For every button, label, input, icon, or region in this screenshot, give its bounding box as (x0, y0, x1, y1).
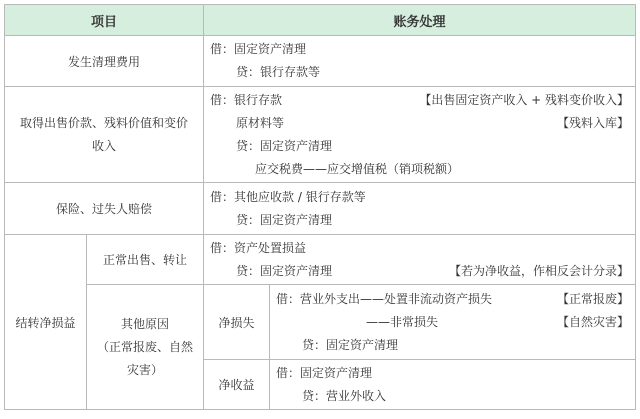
entry-line: 贷：固定资产清理 (236, 138, 333, 153)
label-line: 灾害） (127, 362, 164, 377)
entry-line: 借：其他应收款 / 银行存款等 (210, 189, 366, 204)
label-line: （正常报废、自然 (97, 339, 194, 354)
entry-line: 贷：固定资产清理 (236, 212, 333, 227)
row-sale-income-entries (204, 87, 636, 183)
label-line: 取得出售价款、残料价值和变价 (20, 115, 189, 130)
entry-line: 借：资产处置损益 (210, 240, 307, 255)
note: 【正常报废】 (557, 291, 630, 306)
note: 【若为净收益，作相反会计分录】 (449, 263, 630, 278)
row-net-loss (5, 285, 636, 360)
entry-line: 原材料等 (236, 115, 285, 130)
row-net-label: 结转净损益 (5, 235, 87, 410)
entry-line-with-note (210, 112, 629, 135)
entry-line: 借：营业外支出——处置非流动资产损失 (276, 291, 493, 306)
header-treatment: 账务处理 (204, 5, 636, 36)
note: 【自然灾害】 (557, 314, 630, 329)
header-item: 项目 (5, 5, 204, 36)
net-gain-entries (270, 360, 636, 410)
net-gain-label: 净收益 (204, 360, 270, 410)
note: 【出售固定资产收入 + 残料变价收入】 (419, 92, 630, 107)
entry-line: 贷：固定资产清理 (302, 337, 399, 352)
entry-line: 借：固定资产清理 (276, 365, 373, 380)
entry-line: 贷：银行存款等 (236, 65, 321, 79)
note: 【残料入库】 (557, 115, 630, 130)
row-cleanup-fee-label: 发生清理费用 (5, 36, 204, 87)
accounting-table-wrapper (4, 4, 635, 414)
entry-line: 应交税费——应交增值税（销项税额） (255, 161, 460, 176)
row-insurance-label: 保险、过失人赔偿 (5, 183, 204, 235)
entry-line: 贷：固定资产清理 (236, 263, 333, 278)
label-line: 收入 (92, 138, 117, 153)
entry-line: 借：固定资产清理 (210, 42, 307, 56)
row-sale-income (5, 87, 636, 183)
header-row (5, 5, 636, 36)
row-cleanup-fee-entries (204, 36, 636, 87)
normal-sale-label: 正常出售、转让 (87, 235, 204, 285)
entry-line-with-note (210, 89, 629, 112)
net-loss-entries (270, 285, 636, 360)
row-sale-income-label (5, 87, 204, 183)
net-loss-label: 净损失 (204, 285, 270, 360)
row-cleanup-fee (5, 36, 636, 87)
label-line: 其他原因 (121, 316, 170, 331)
entry-line: 借：银行存款 (210, 92, 283, 107)
row-insurance-entries (204, 183, 636, 235)
row-insurance (5, 183, 636, 235)
row-net-normal-sale (5, 235, 636, 285)
entry-line-with-note (276, 288, 629, 311)
entry-line: 贷：营业外收入 (302, 388, 387, 403)
accounting-table (4, 4, 636, 410)
normal-sale-entries (204, 235, 636, 285)
entry-line-with-note (210, 260, 629, 283)
other-reason-label (87, 285, 204, 410)
entry-line: ——非常损失 (366, 314, 439, 329)
entry-line-with-note (276, 311, 629, 334)
